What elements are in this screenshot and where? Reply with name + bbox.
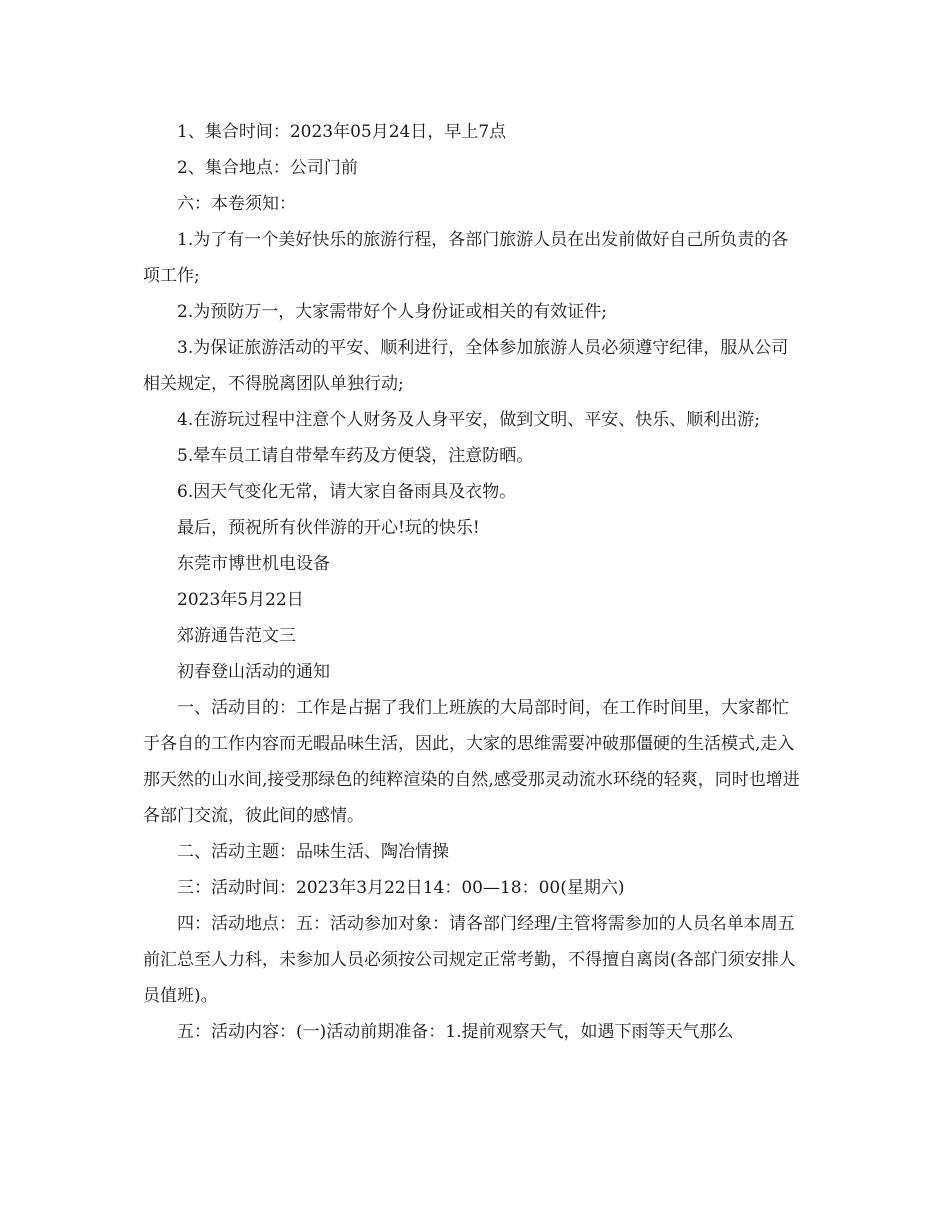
paragraph-closing: 最后，预祝所有伙伴游的开心!玩的快乐! xyxy=(177,518,480,538)
paragraph-activity-place: 四：活动地点：五：活动参加对象：请各部门经理/主管将需参加的人员名单本周五前汇总至人力科，未参加人员必须按公司规定正常考勤，不得擅自离岗(各部门须安排人员值班)。 xyxy=(143,914,796,1006)
paragraph-date: 2023年5月22日 xyxy=(177,590,304,610)
paragraph-activity-purpose: 一、活动目的：工作是占据了我们上班族的大局部时间，在工作时间里，大家都忙于各自的工作内容而无暇品味生活，因此，大家的思维需要冲破那僵硬的生活模式,走入那天然的山水间,接受那绿色的纯粹渲染的自然,感受那灵动流水环绕的轻爽，同时也增进各部门交流，彼此间的感情。 xyxy=(143,698,800,826)
paragraph-notice-3: 3.为保证旅游活动的平安、顺利进行，全体参加旅游人员必须遵守纪律，服从公司相关规定，不得脱离团队单独行动; xyxy=(143,338,789,394)
paragraph-company: 东莞市博世机电设备 xyxy=(177,554,330,574)
paragraph-assembly-time: 1、集合时间：2023年05月24日，早上7点 xyxy=(177,122,507,142)
paragraph-assembly-place: 2、集合地点：公司门前 xyxy=(177,158,358,178)
paragraph-notice-4: 4.在游玩过程中注意个人财务及人身平安，做到文明、平安、快乐、顺利出游; xyxy=(177,410,760,430)
paragraph-activity-theme: 二、活动主题：品味生活、陶冶情操 xyxy=(177,842,449,862)
paragraph-notice-2: 2.为预防万一，大家需带好个人身份证或相关的有效证件; xyxy=(177,302,607,322)
paragraph-notice-6: 6.因天气变化无常，请大家自备雨具及衣物。 xyxy=(177,482,517,502)
document-body xyxy=(143,114,803,1050)
paragraph-notice-1: 1.为了有一个美好快乐的旅游行程，各部门旅游人员在出发前做好自己所负责的各项工作; xyxy=(143,230,789,286)
paragraph-notice-heading: 六：本卷须知： xyxy=(177,194,296,214)
paragraph-activity-title: 初春登山活动的通知 xyxy=(177,662,330,682)
paragraph-sample-title: 郊游通告范文三 xyxy=(177,626,296,646)
paragraph-notice-5: 5.晕车员工请自带晕车药及方便袋，注意防晒。 xyxy=(177,446,534,466)
paragraph-activity-time: 三：活动时间：2023年3月22日14：00—18：00(星期六) xyxy=(177,878,625,898)
paragraph-activity-content: 五：活动内容：(一)活动前期准备：1.提前观察天气，如遇下雨等天气那么 xyxy=(177,1022,734,1042)
